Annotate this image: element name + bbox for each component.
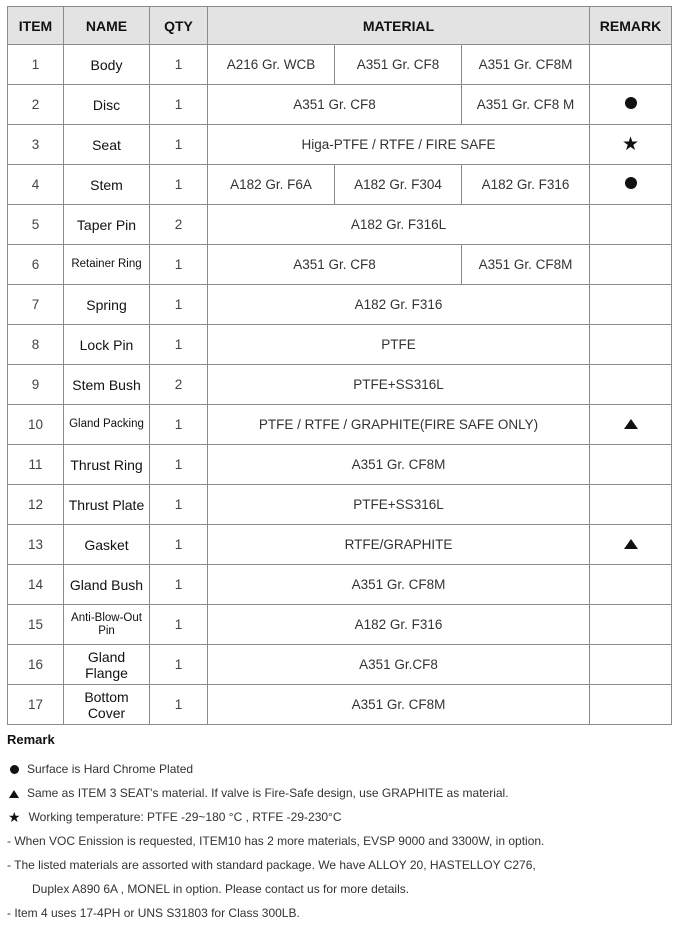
remark-text: Surface is Hard Chrome Plated — [27, 762, 194, 776]
remark-cell — [590, 285, 672, 325]
table-row — [8, 205, 672, 245]
qty-cell: 1 — [150, 285, 208, 325]
qty-cell: 1 — [150, 525, 208, 565]
table-row — [8, 165, 672, 205]
name-cell: Stem — [64, 165, 150, 205]
header-qty: QTY — [150, 7, 208, 45]
name-cell: Disc — [64, 85, 150, 125]
name-cell: Thrust Ring — [64, 445, 150, 485]
triangle-icon — [624, 539, 638, 549]
material-cell: PTFE+SS316L — [208, 365, 590, 405]
material-cell: PTFE+SS316L — [208, 485, 590, 525]
item-cell: 5 — [8, 205, 64, 245]
header-name: NAME — [64, 7, 150, 45]
table-row — [8, 285, 672, 325]
material-cell: A216 Gr. WCB — [208, 45, 335, 85]
material-cell: A182 Gr. F316 — [208, 285, 590, 325]
table-row — [8, 325, 672, 365]
material-cell: A351 Gr. CF8M — [208, 445, 590, 485]
remark-cell — [590, 405, 672, 445]
header-remark: REMARK — [590, 7, 672, 45]
item-cell: 16 — [8, 645, 64, 685]
table-row — [8, 445, 672, 485]
item-cell: 2 — [8, 85, 64, 125]
star-icon: ★ — [622, 133, 640, 155]
remark-text: - The listed materials are assorted with standard package. We have ALLOY 20, HASTELLOY C276, — [7, 858, 536, 872]
remark-line — [7, 853, 671, 877]
item-cell: 17 — [8, 685, 64, 725]
qty-cell: 1 — [150, 405, 208, 445]
table-body — [8, 45, 672, 725]
material-cell: A182 Gr. F304 — [335, 165, 462, 205]
name-cell: Lock Pin — [64, 325, 150, 365]
remark-line — [7, 757, 671, 781]
material-cell: Higa-PTFE / RTFE / FIRE SAFE — [208, 125, 590, 165]
material-cell: A182 Gr. F316 — [462, 165, 590, 205]
name-cell: Gasket — [64, 525, 150, 565]
item-cell: 15 — [8, 605, 64, 645]
table-row — [8, 485, 672, 525]
dot-icon — [10, 765, 19, 774]
name-cell: Spring — [64, 285, 150, 325]
name-cell: Retainer Ring — [64, 245, 150, 285]
material-cell: A351 Gr. CF8M — [208, 685, 590, 725]
table-row — [8, 365, 672, 405]
remark-text: - When VOC Enission is requested, ITEM10 has 2 more materials, EVSP 9000 and 3300W, in option. — [7, 834, 545, 848]
material-cell: A351 Gr. CF8 — [208, 85, 462, 125]
item-cell: 7 — [8, 285, 64, 325]
material-cell: RTFE/GRAPHITE — [208, 525, 590, 565]
triangle-icon — [624, 419, 638, 429]
remark-text: Same as ITEM 3 SEAT's material. If valve is Fire-Safe design, use GRAPHITE as material. — [27, 786, 509, 800]
material-cell: A351 Gr. CF8 — [208, 245, 462, 285]
material-cell: A351 Gr. CF8M — [462, 245, 590, 285]
table-row — [8, 85, 672, 125]
table-row — [8, 525, 672, 565]
item-cell: 8 — [8, 325, 64, 365]
remark-cell — [590, 365, 672, 405]
material-cell: A351 Gr. CF8 M — [462, 85, 590, 125]
qty-cell: 1 — [150, 45, 208, 85]
qty-cell: 1 — [150, 645, 208, 685]
item-cell: 3 — [8, 125, 64, 165]
remarks-list — [7, 757, 671, 925]
table-row — [8, 405, 672, 445]
remark-text: Working temperature: PTFE -29~180 °C , RTFE -29-230°C — [28, 810, 342, 824]
remark-cell — [590, 645, 672, 685]
name-cell: Thrust Plate — [64, 485, 150, 525]
item-cell: 1 — [8, 45, 64, 85]
remark-cell — [590, 445, 672, 485]
name-cell: Anti-Blow-Out Pin — [64, 605, 150, 645]
remark-cell — [590, 325, 672, 365]
material-cell: A182 Gr. F316 — [208, 605, 590, 645]
material-cell: A182 Gr. F316L — [208, 205, 590, 245]
table-row — [8, 245, 672, 285]
material-cell: A351 Gr. CF8M — [462, 45, 590, 85]
name-cell: Bottom Cover — [64, 685, 150, 725]
qty-cell: 1 — [150, 165, 208, 205]
remark-text: Duplex A890 6A , MONEL in option. Please contact us for more details. — [32, 882, 410, 896]
qty-cell: 1 — [150, 485, 208, 525]
item-cell: 11 — [8, 445, 64, 485]
remark-cell — [590, 245, 672, 285]
material-cell: A351 Gr.CF8 — [208, 645, 590, 685]
dot-icon — [625, 97, 637, 109]
qty-cell: 2 — [150, 365, 208, 405]
remark-line — [7, 805, 671, 829]
qty-cell: 2 — [150, 205, 208, 245]
dot-icon — [625, 177, 637, 189]
name-cell: Taper Pin — [64, 205, 150, 245]
material-cell: A351 Gr. CF8 — [335, 45, 462, 85]
qty-cell: 1 — [150, 245, 208, 285]
remark-line — [7, 829, 671, 853]
item-cell: 4 — [8, 165, 64, 205]
qty-cell: 1 — [150, 85, 208, 125]
name-cell: Gland Packing — [64, 405, 150, 445]
remark-cell — [590, 165, 672, 205]
header-row — [8, 7, 672, 45]
header-item: ITEM — [8, 7, 64, 45]
item-cell: 9 — [8, 365, 64, 405]
name-cell: Gland Flange — [64, 645, 150, 685]
table-row — [8, 125, 672, 165]
item-cell: 13 — [8, 525, 64, 565]
item-cell: 6 — [8, 245, 64, 285]
remark-cell — [590, 205, 672, 245]
remark-cell — [590, 605, 672, 645]
name-cell: Body — [64, 45, 150, 85]
star-icon: ★ — [8, 809, 21, 826]
item-cell: 12 — [8, 485, 64, 525]
name-cell: Seat — [64, 125, 150, 165]
header-material: MATERIAL — [208, 7, 590, 45]
table-row — [8, 685, 672, 725]
remark-cell — [590, 685, 672, 725]
material-cell: PTFE — [208, 325, 590, 365]
remarks-section — [7, 732, 671, 925]
remark-cell — [590, 85, 672, 125]
item-cell: 10 — [8, 405, 64, 445]
material-cell: A182 Gr. F6A — [208, 165, 335, 205]
remarks-title: Remark — [7, 732, 55, 747]
qty-cell: 1 — [150, 565, 208, 605]
name-cell: Gland Bush — [64, 565, 150, 605]
parts-table — [7, 6, 672, 725]
qty-cell: 1 — [150, 685, 208, 725]
name-cell: Stem Bush — [64, 365, 150, 405]
remark-cell — [590, 565, 672, 605]
material-cell: A351 Gr. CF8M — [208, 565, 590, 605]
qty-cell: 1 — [150, 605, 208, 645]
remark-text: - Item 4 uses 17-4PH or UNS S31803 for Class 300LB. — [7, 906, 300, 920]
remark-line — [7, 877, 671, 901]
remark-line — [7, 781, 671, 805]
qty-cell: 1 — [150, 325, 208, 365]
material-cell: PTFE / RTFE / GRAPHITE(FIRE SAFE ONLY) — [208, 405, 590, 445]
triangle-icon — [9, 790, 19, 798]
remark-cell — [590, 125, 672, 165]
qty-cell: 1 — [150, 445, 208, 485]
table-row — [8, 45, 672, 85]
table-row — [8, 565, 672, 605]
table-row — [8, 645, 672, 685]
remark-line — [7, 901, 671, 925]
table-row — [8, 605, 672, 645]
qty-cell: 1 — [150, 125, 208, 165]
remark-cell — [590, 525, 672, 565]
remark-cell — [590, 45, 672, 85]
item-cell: 14 — [8, 565, 64, 605]
remark-cell — [590, 485, 672, 525]
